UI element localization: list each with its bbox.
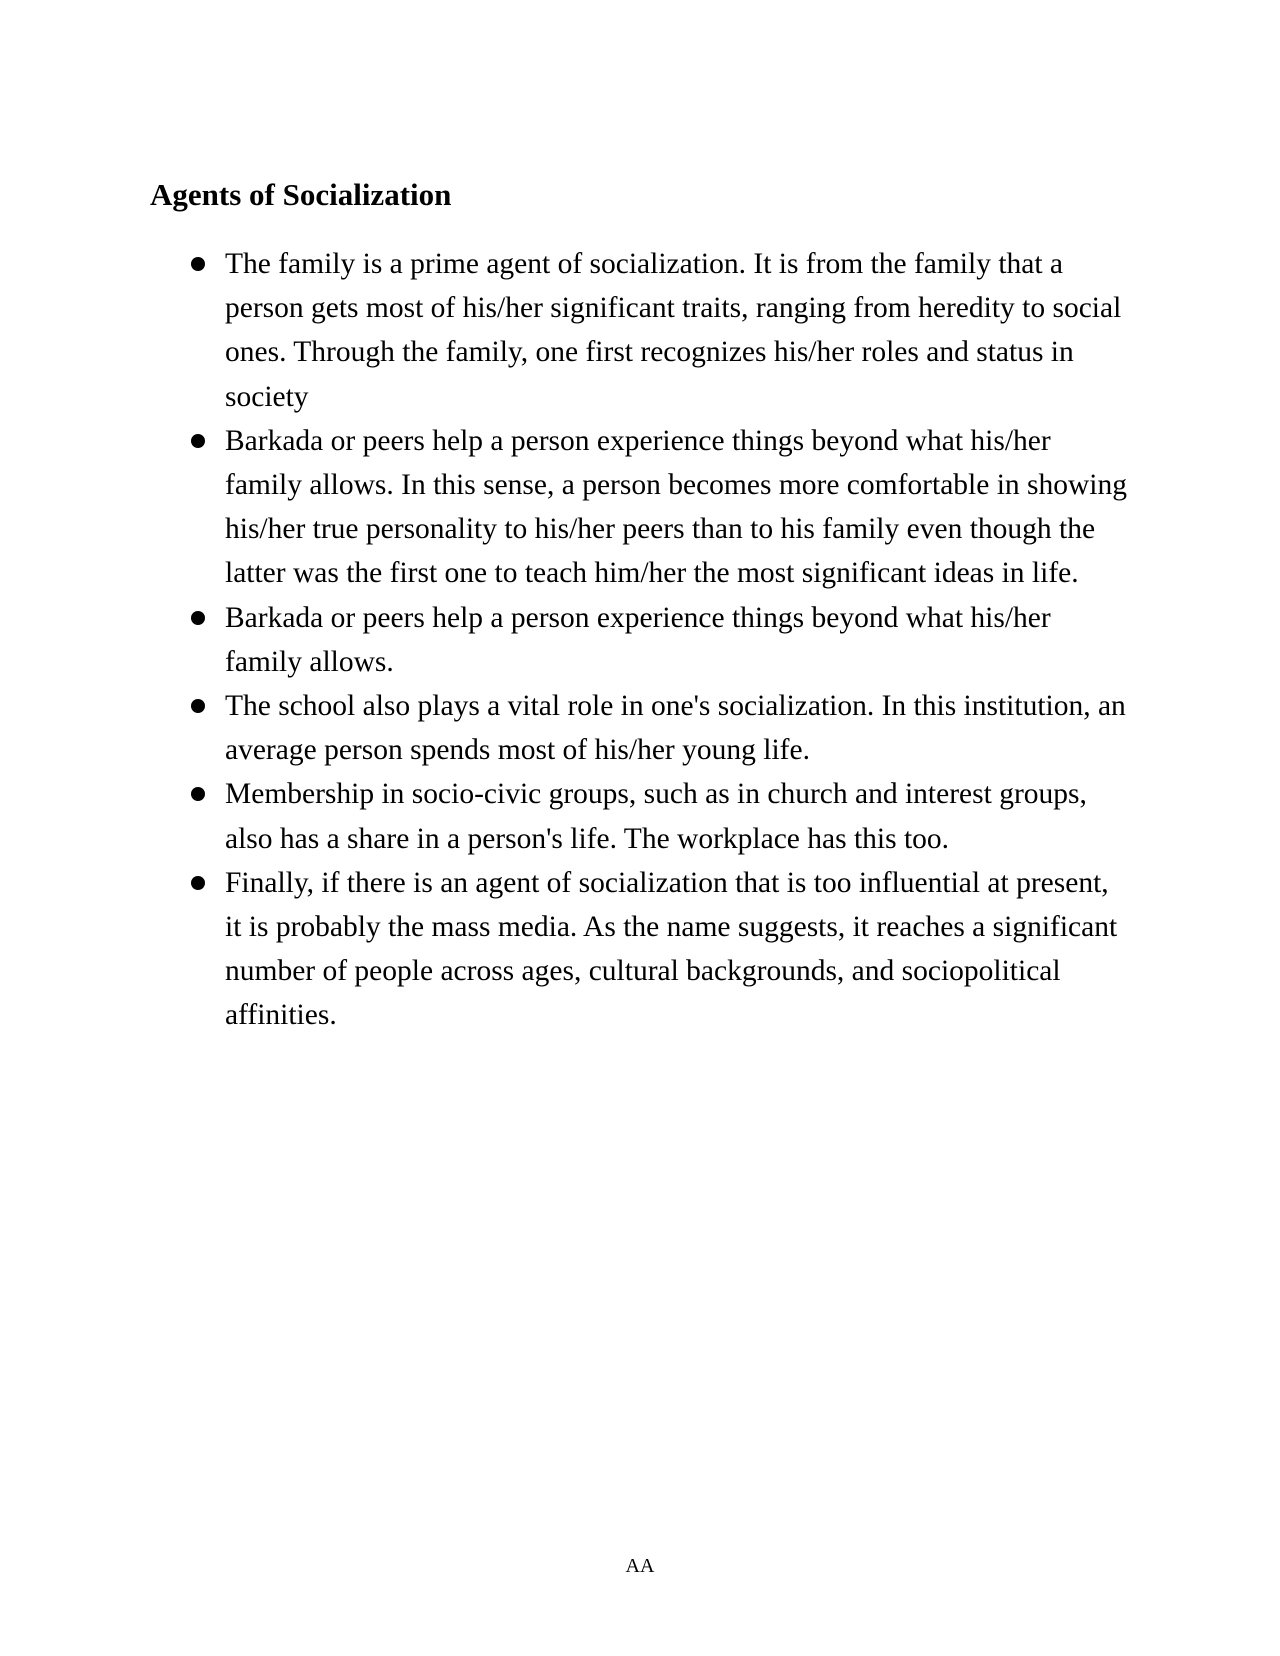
list-item: [187, 242, 1127, 419]
page-title: Agents of Socialization: [150, 177, 452, 212]
list-item-text: Finally, if there is an agent of socialization that is too influential at present, it is probably the mass media. As the name suggests, it reaches a significant number of people across ages, cultural backgrounds, and sociopolitical affinities.: [225, 866, 1118, 1032]
bullet-icon: [191, 876, 205, 890]
list-item-text: Barkada or peers help a person experience things beyond what his/her family allows. In this sense, a person becomes more comfortable in showing his/her true personality to his/her peers than to his family even though the latter was the first one to teach him/her the most significant ideas in life.: [225, 424, 1127, 590]
list-item: [187, 419, 1127, 596]
list-item: [187, 684, 1127, 772]
bullet-icon: [191, 257, 205, 271]
page-footer: AA: [625, 1555, 655, 1577]
bullet-icon: [191, 434, 205, 448]
bullet-icon: [191, 611, 205, 625]
list-item-text: The family is a prime agent of socialization. It is from the family that a person gets most of his/her significant traits, ranging from heredity to social ones. Through the family, one first recognizes his/her roles and status in society: [225, 248, 1122, 413]
list-item: [187, 861, 1127, 1038]
list-item-text: The school also plays a vital role in one's socialization. In this institution, an average person spends most of his/her young life.: [225, 690, 1126, 767]
bullet-icon: [191, 699, 205, 713]
bullet-list: [187, 242, 1127, 1038]
list-item: [187, 596, 1127, 684]
list-item: [187, 772, 1127, 860]
bullet-icon: [191, 787, 205, 801]
list-item-text: Barkada or peers help a person experience things beyond what his/her family allows.: [225, 601, 1051, 678]
list-item-text: Membership in socio-civic groups, such as in church and interest groups, also has a share in a person's life. The workplace has this too.: [225, 778, 1087, 855]
